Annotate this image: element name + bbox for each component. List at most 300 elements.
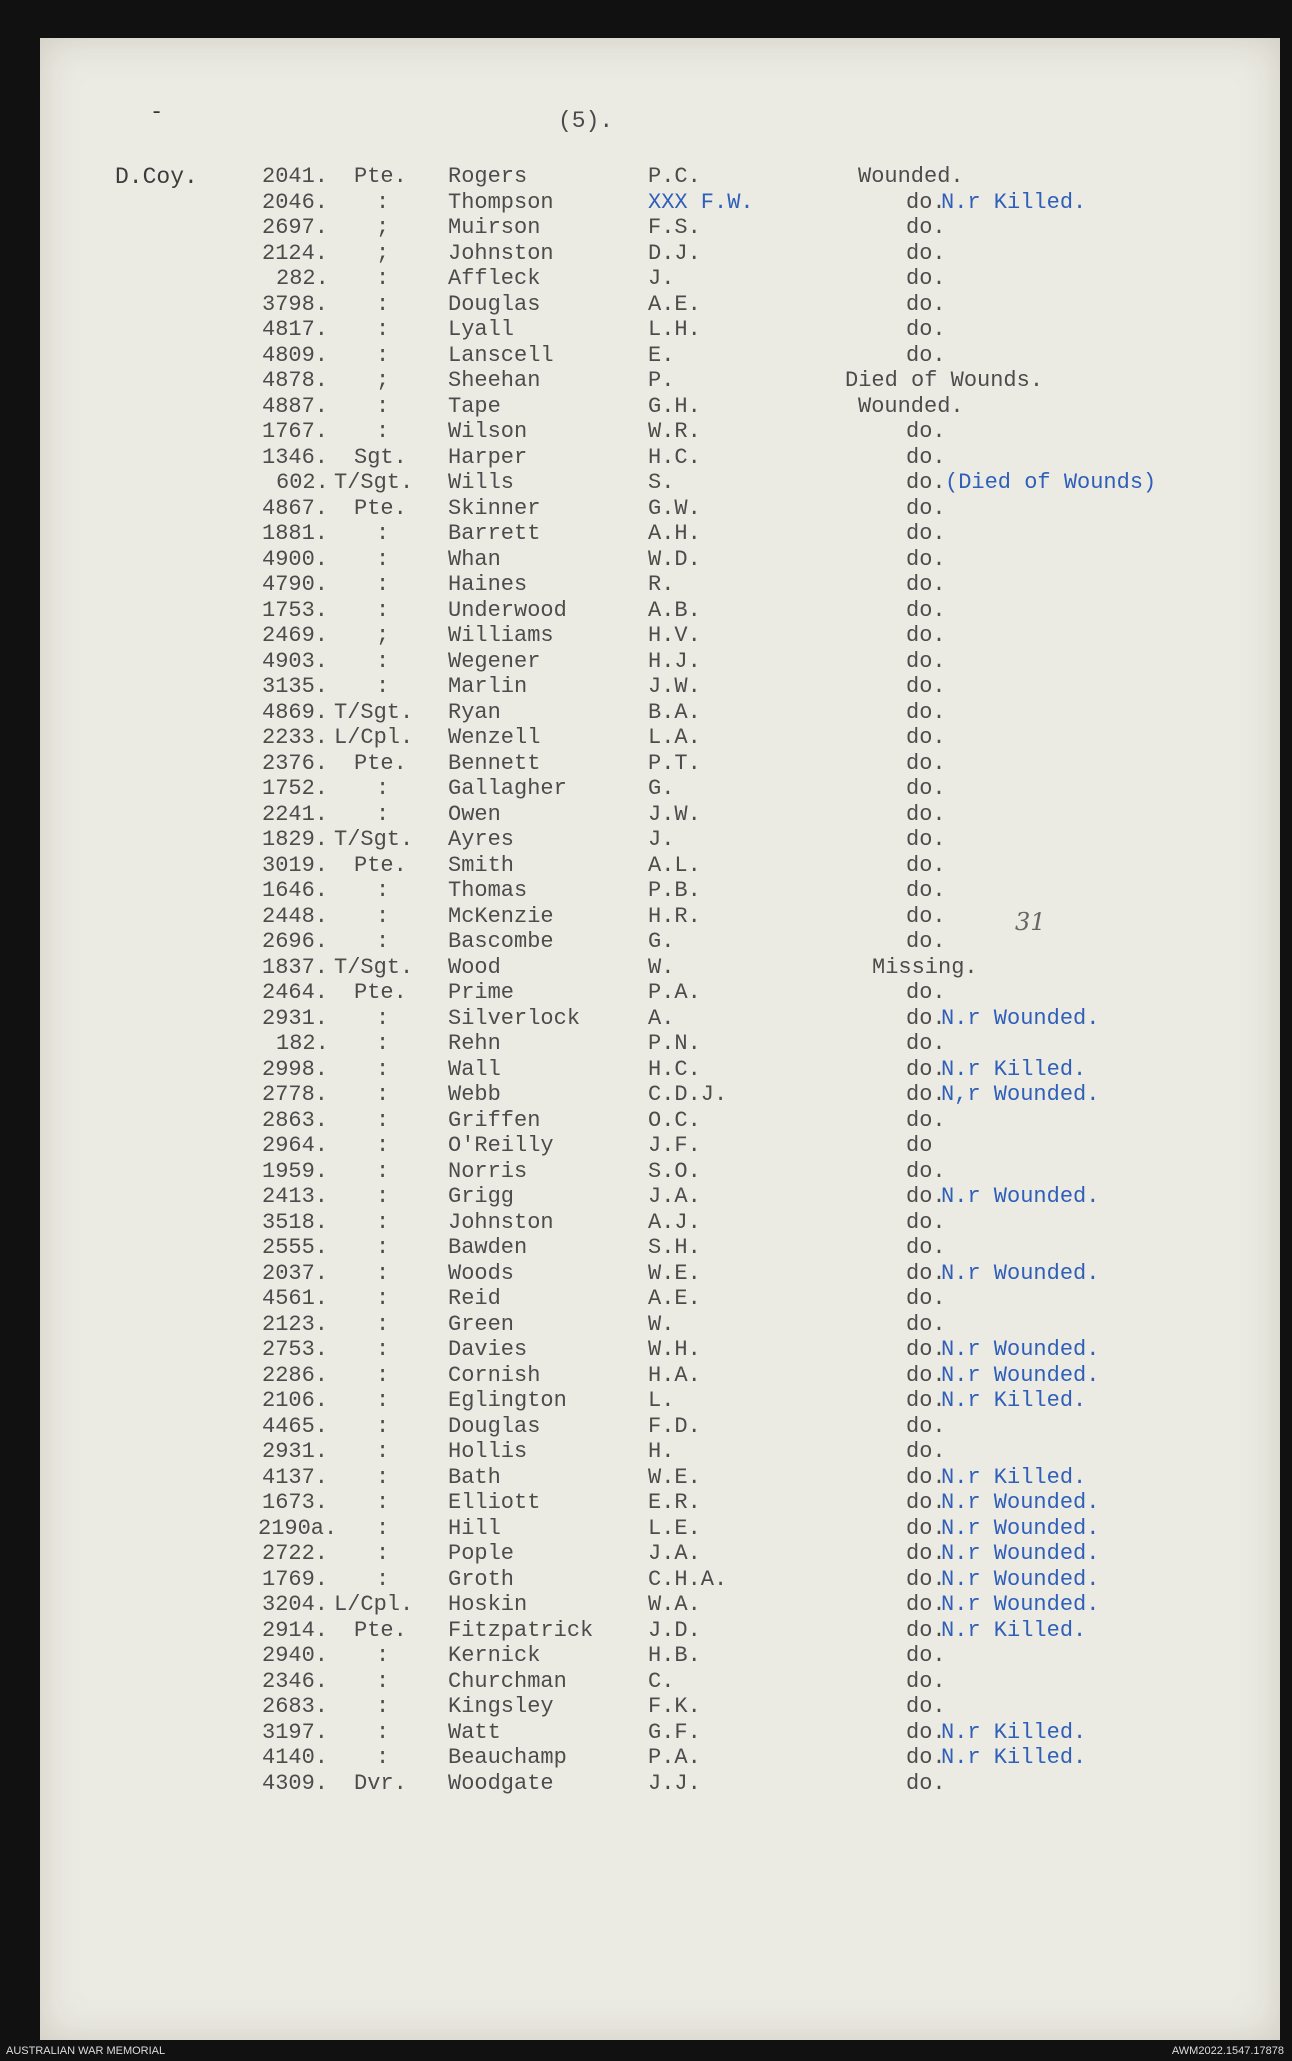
casualty-status: do. — [906, 1465, 946, 1490]
rank: : — [376, 1490, 390, 1515]
service-number: 2998. — [262, 1057, 329, 1082]
initials: C.H.A. — [648, 1567, 728, 1592]
service-number: 4900. — [262, 547, 329, 572]
initials: A.H. — [648, 521, 701, 546]
surname: Rehn — [448, 1031, 501, 1056]
rank: L/Cpl. — [334, 1592, 414, 1617]
rank: : — [376, 1286, 390, 1311]
initials: W. — [648, 955, 675, 980]
surname: Douglas — [448, 1414, 541, 1439]
casualty-status: do. — [906, 725, 946, 750]
rank: L/Cpl. — [334, 725, 414, 750]
initials: A.E. — [648, 292, 701, 317]
rank: Pte. — [354, 496, 407, 521]
casualty-status: do. — [906, 929, 946, 954]
initials: J.J. — [648, 1771, 701, 1796]
rank: : — [376, 1720, 390, 1745]
rank: : — [376, 1235, 390, 1260]
amendment-note: N.r Killed. — [941, 1388, 1087, 1413]
service-number: 2931. — [262, 1439, 329, 1464]
service-number: 2555. — [262, 1235, 329, 1260]
casualty-status: do. — [906, 1567, 946, 1592]
service-number: 2124. — [262, 241, 329, 266]
casualty-status: do. — [906, 1210, 946, 1235]
service-number: 2683. — [262, 1694, 329, 1719]
surname: Wilson — [448, 419, 528, 444]
service-number: 4903. — [262, 649, 329, 674]
service-number: 2286. — [262, 1363, 329, 1388]
casualty-status: do. — [906, 215, 946, 240]
amendment-note: N.r Wounded. — [941, 1006, 1100, 1031]
initials: H.R. — [648, 904, 701, 929]
service-number: 1646. — [262, 878, 329, 903]
casualty-status: do. — [906, 1694, 946, 1719]
rank: T/Sgt. — [334, 470, 414, 495]
surname: Owen — [448, 802, 501, 827]
service-number: 2233. — [262, 725, 329, 750]
initials: G.H. — [648, 394, 701, 419]
rank: : — [376, 1516, 390, 1541]
service-number: 3204. — [262, 1592, 329, 1617]
casualty-status: Wounded. — [858, 164, 964, 189]
service-number: 2413. — [262, 1184, 329, 1209]
casualty-status: do. — [906, 776, 946, 801]
casualty-status: do. — [906, 853, 946, 878]
surname: Johnston — [448, 241, 554, 266]
surname: Johnston — [448, 1210, 554, 1235]
casualty-status: do. — [906, 878, 946, 903]
service-number: 2448. — [262, 904, 329, 929]
service-number: 1753. — [262, 598, 329, 623]
casualty-status: do. — [906, 266, 946, 291]
surname: Kernick — [448, 1643, 541, 1668]
rank: Pte. — [354, 1618, 407, 1643]
surname: Prime — [448, 980, 515, 1005]
initials: H.C. — [648, 445, 701, 470]
initials: H.V. — [648, 623, 701, 648]
casualty-status: do. — [906, 1057, 946, 1082]
surname: Bascombe — [448, 929, 554, 954]
service-number: 2931. — [262, 1006, 329, 1031]
surname: Gallagher — [448, 776, 567, 801]
surname: Griffen — [448, 1108, 541, 1133]
rank: : — [376, 776, 390, 801]
casualty-status: do. — [906, 1771, 946, 1796]
initials: G. — [648, 776, 675, 801]
surname: Barrett — [448, 521, 541, 546]
service-number: 4869. — [262, 700, 329, 725]
service-number: 2241. — [262, 802, 329, 827]
rank: : — [376, 598, 390, 623]
service-number: 1881. — [262, 521, 329, 546]
surname: Affleck — [448, 266, 541, 291]
rank: T/Sgt. — [334, 827, 414, 852]
casualty-status: do. — [906, 1082, 946, 1107]
rank: Pte. — [354, 980, 407, 1005]
service-number: 3518. — [262, 1210, 329, 1235]
surname: Muirson — [448, 215, 541, 240]
service-number: 2696. — [262, 929, 329, 954]
amendment-note: N.r Killed. — [941, 1720, 1087, 1745]
initials: P.A. — [648, 1745, 701, 1770]
casualty-status: do. — [906, 1490, 946, 1515]
surname: Whan — [448, 547, 501, 572]
initials: W.H. — [648, 1337, 701, 1362]
surname: Hill — [448, 1516, 501, 1541]
rank: : — [376, 649, 390, 674]
casualty-status: do. — [906, 1414, 946, 1439]
casualty-status: do. — [906, 1159, 946, 1184]
casualty-status: do. — [906, 1337, 946, 1362]
surname: Ryan — [448, 700, 501, 725]
rank: : — [376, 266, 390, 291]
initials: J.W. — [648, 802, 701, 827]
casualty-status: do. — [906, 802, 946, 827]
rank: Dvr. — [354, 1771, 407, 1796]
service-number: 4817. — [262, 317, 329, 342]
initials: J.A. — [648, 1541, 701, 1566]
service-number: 2346. — [262, 1669, 329, 1694]
casualty-status: do. — [906, 572, 946, 597]
initials: E. — [648, 343, 675, 368]
service-number: 4867. — [262, 496, 329, 521]
amendment-note: N.r Wounded. — [941, 1363, 1100, 1388]
service-number: 2037. — [262, 1261, 329, 1286]
surname: Green — [448, 1312, 515, 1337]
rank: : — [376, 419, 390, 444]
surname: Sheehan — [448, 368, 541, 393]
casualty-status: Wounded. — [858, 394, 964, 419]
service-number: 1346. — [262, 445, 329, 470]
initials: F.S. — [648, 215, 701, 240]
initials: F.D. — [648, 1414, 701, 1439]
surname: Norris — [448, 1159, 528, 1184]
rank: : — [376, 1541, 390, 1566]
initials: G. — [648, 929, 675, 954]
surname: Harper — [448, 445, 528, 470]
amendment-note: N.r Wounded. — [941, 1337, 1100, 1362]
amendment-note: (Died of Wounds) — [945, 470, 1157, 495]
casualty-status: do. — [906, 827, 946, 852]
casualty-status: Died of Wounds. — [845, 368, 1044, 393]
rank: Pte. — [354, 164, 407, 189]
surname: Wenzell — [448, 725, 541, 750]
casualty-status: do. — [906, 292, 946, 317]
stray-mark: - — [150, 100, 164, 125]
initials: W.E. — [648, 1261, 701, 1286]
surname: Kingsley — [448, 1694, 554, 1719]
casualty-status: do. — [906, 1312, 946, 1337]
initials: H.A. — [648, 1363, 701, 1388]
surname: Wall — [448, 1057, 501, 1082]
initials: L.A. — [648, 725, 701, 750]
casualty-status: do. — [906, 1720, 946, 1745]
casualty-status: do. — [906, 547, 946, 572]
amendment-note: N.r Killed. — [941, 1618, 1087, 1643]
initials: J.F. — [648, 1133, 701, 1158]
initials: H.B. — [648, 1643, 701, 1668]
rank: : — [376, 292, 390, 317]
amendment-note: N,r Wounded. — [941, 1082, 1100, 1107]
service-number: 4137. — [262, 1465, 329, 1490]
initials: H.J. — [648, 649, 701, 674]
amendment-note: N.r Wounded. — [941, 1261, 1100, 1286]
surname: Bawden — [448, 1235, 528, 1260]
surname: Churchman — [448, 1669, 567, 1694]
initials: P. — [648, 368, 675, 393]
rank: : — [376, 394, 390, 419]
casualty-status: do. — [906, 598, 946, 623]
casualty-status: do. — [906, 1261, 946, 1286]
initials: W.R. — [648, 419, 701, 444]
amendment-note: N.r Wounded. — [941, 1490, 1100, 1515]
service-number: 282. — [276, 266, 329, 291]
surname: Ayres — [448, 827, 515, 852]
surname: Douglas — [448, 292, 541, 317]
surname: Reid — [448, 1286, 501, 1311]
page-number: (5). — [558, 108, 614, 134]
initials: P.C. — [648, 164, 701, 189]
surname: Cornish — [448, 1363, 541, 1388]
surname: Skinner — [448, 496, 541, 521]
service-number: 2469. — [262, 623, 329, 648]
rank: : — [376, 572, 390, 597]
rank: : — [376, 1210, 390, 1235]
casualty-status: do. — [906, 751, 946, 776]
surname: Rogers — [448, 164, 528, 189]
service-number: 182. — [276, 1031, 329, 1056]
service-number: 2778. — [262, 1082, 329, 1107]
service-number: 2753. — [262, 1337, 329, 1362]
rank: : — [376, 1439, 390, 1464]
initials: A.J. — [648, 1210, 701, 1235]
rank: : — [376, 1261, 390, 1286]
initials: G.F. — [648, 1720, 701, 1745]
initials: L.H. — [648, 317, 701, 342]
rank: : — [376, 1567, 390, 1592]
initials: R. — [648, 572, 675, 597]
rank: : — [376, 904, 390, 929]
surname: Webb — [448, 1082, 501, 1107]
casualty-status: do. — [906, 496, 946, 521]
surname: Pople — [448, 1541, 515, 1566]
casualty-status: do. — [906, 1184, 946, 1209]
casualty-status: do. — [906, 190, 946, 215]
casualty-status: do. — [906, 674, 946, 699]
footer-reference: AWM2022.1547.17878 — [1171, 2045, 1284, 2057]
initials: A. — [648, 1006, 675, 1031]
initials: J. — [648, 266, 675, 291]
casualty-status: Missing. — [872, 955, 978, 980]
casualty-status: do. — [906, 1669, 946, 1694]
rank: Pte. — [354, 751, 407, 776]
surname: Hollis — [448, 1439, 528, 1464]
casualty-status: do. — [906, 1031, 946, 1056]
rank: : — [376, 1108, 390, 1133]
service-number: 1829. — [262, 827, 329, 852]
casualty-status: do. — [906, 904, 946, 929]
service-number: 2940. — [262, 1643, 329, 1668]
surname: Lanscell — [448, 343, 554, 368]
rank: : — [376, 1184, 390, 1209]
initials: P.T. — [648, 751, 701, 776]
casualty-status: do. — [906, 1618, 946, 1643]
initials: J.D. — [648, 1618, 701, 1643]
surname: Bath — [448, 1465, 501, 1490]
rank: : — [376, 1006, 390, 1031]
rank: : — [376, 878, 390, 903]
initials: G.W. — [648, 496, 701, 521]
initials: S.H. — [648, 1235, 701, 1260]
initials: W.D. — [648, 547, 701, 572]
initials: W.E. — [648, 1465, 701, 1490]
rank: : — [376, 1082, 390, 1107]
service-number: 4790. — [262, 572, 329, 597]
surname: Silverlock — [448, 1006, 581, 1031]
service-number: 3798. — [262, 292, 329, 317]
service-number: 1767. — [262, 419, 329, 444]
initials: P.N. — [648, 1031, 701, 1056]
company-label: D.Coy. — [115, 164, 198, 190]
service-number: 2863. — [262, 1108, 329, 1133]
surname: Grigg — [448, 1184, 515, 1209]
casualty-status: do. — [906, 1643, 946, 1668]
surname: Tape — [448, 394, 501, 419]
rank: : — [376, 190, 390, 215]
surname: Marlin — [448, 674, 528, 699]
casualty-status: do. — [906, 1388, 946, 1413]
rank: : — [376, 1414, 390, 1439]
rank: : — [376, 1337, 390, 1362]
service-number: 4465. — [262, 1414, 329, 1439]
rank: : — [376, 317, 390, 342]
rank: : — [376, 1031, 390, 1056]
surname: Davies — [448, 1337, 528, 1362]
service-number: 1769. — [262, 1567, 329, 1592]
surname: Thomas — [448, 878, 528, 903]
casualty-status: do. — [906, 980, 946, 1005]
initials: C.D.J. — [648, 1082, 728, 1107]
service-number: 1959. — [262, 1159, 329, 1184]
initials: D.J. — [648, 241, 701, 266]
rank: ; — [376, 623, 390, 648]
surname: Wills — [448, 470, 515, 495]
rank: : — [376, 1133, 390, 1158]
amendment-note: N.r Wounded. — [941, 1541, 1100, 1566]
amendment-note: N.r Wounded. — [941, 1516, 1100, 1541]
service-number: 4809. — [262, 343, 329, 368]
service-number: 2964. — [262, 1133, 329, 1158]
surname: Smith — [448, 853, 515, 878]
rank: : — [376, 1465, 390, 1490]
rank: ; — [376, 215, 390, 240]
initials: H. — [648, 1439, 675, 1464]
surname: Williams — [448, 623, 554, 648]
surname: Underwood — [448, 598, 567, 623]
surname: Woodgate — [448, 1771, 554, 1796]
casualty-status: do. — [906, 1439, 946, 1464]
initials: A.B. — [648, 598, 701, 623]
service-number: 2464. — [262, 980, 329, 1005]
amendment-note: N.r Wounded. — [941, 1592, 1100, 1617]
rank: : — [376, 547, 390, 572]
casualty-status: do. — [906, 1592, 946, 1617]
rank: : — [376, 1694, 390, 1719]
initials: O.C. — [648, 1108, 701, 1133]
service-number: 1752. — [262, 776, 329, 801]
surname: Watt — [448, 1720, 501, 1745]
casualty-status: do. — [906, 1108, 946, 1133]
initials: W.A. — [648, 1592, 701, 1617]
casualty-status: do. — [906, 419, 946, 444]
rank: : — [376, 1745, 390, 1770]
surname: O'Reilly — [448, 1133, 554, 1158]
surname: Elliott — [448, 1490, 541, 1515]
initials: B.A. — [648, 700, 701, 725]
rank: : — [376, 1388, 390, 1413]
rank: : — [376, 674, 390, 699]
initials: H.C. — [648, 1057, 701, 1082]
initials: L.E. — [648, 1516, 701, 1541]
initials: S. — [648, 470, 675, 495]
service-number: 3197. — [262, 1720, 329, 1745]
amendment-note: N.r Wounded. — [941, 1184, 1100, 1209]
service-number: 4309. — [262, 1771, 329, 1796]
rank: : — [376, 1312, 390, 1337]
amendment-note: N.r Killed. — [941, 1745, 1087, 1770]
footer-institution: AUSTRALIAN WAR MEMORIAL — [6, 2045, 166, 2057]
service-number: 1837. — [262, 955, 329, 980]
service-number: 2046. — [262, 190, 329, 215]
rank: T/Sgt. — [334, 700, 414, 725]
amendment-note: N.r Killed. — [941, 1057, 1087, 1082]
surname: Bennett — [448, 751, 541, 776]
amendment-note: N.r Wounded. — [941, 1567, 1100, 1592]
service-number: 2697. — [262, 215, 329, 240]
initials: L. — [648, 1388, 675, 1413]
casualty-status: do. — [906, 649, 946, 674]
surname: Beauchamp — [448, 1745, 567, 1770]
casualty-status: do. — [906, 1516, 946, 1541]
casualty-status: do. — [906, 470, 946, 495]
rank: : — [376, 521, 390, 546]
casualty-status: do. — [906, 445, 946, 470]
rank: : — [376, 929, 390, 954]
casualty-status: do. — [906, 343, 946, 368]
casualty-status: do. — [906, 1541, 946, 1566]
initials: P.B. — [648, 878, 701, 903]
casualty-status: do. — [906, 1286, 946, 1311]
surname: Wood — [448, 955, 501, 980]
surname: Wegener — [448, 649, 541, 674]
service-number: 1673. — [262, 1490, 329, 1515]
surname: Thompson — [448, 190, 554, 215]
initials: P.A. — [648, 980, 701, 1005]
casualty-status: do — [906, 1133, 933, 1158]
initials: A.E. — [648, 1286, 701, 1311]
service-number: 4140. — [262, 1745, 329, 1770]
service-number: 4878. — [262, 368, 329, 393]
rank: Sgt. — [354, 445, 407, 470]
rank: : — [376, 1363, 390, 1388]
casualty-status: do. — [906, 700, 946, 725]
initials: J. — [648, 827, 675, 852]
service-number: 602. — [276, 470, 329, 495]
surname: Groth — [448, 1567, 515, 1592]
casualty-status: do. — [906, 1235, 946, 1260]
service-number: 3135. — [262, 674, 329, 699]
amendment-note: N.r Killed. — [941, 190, 1087, 215]
